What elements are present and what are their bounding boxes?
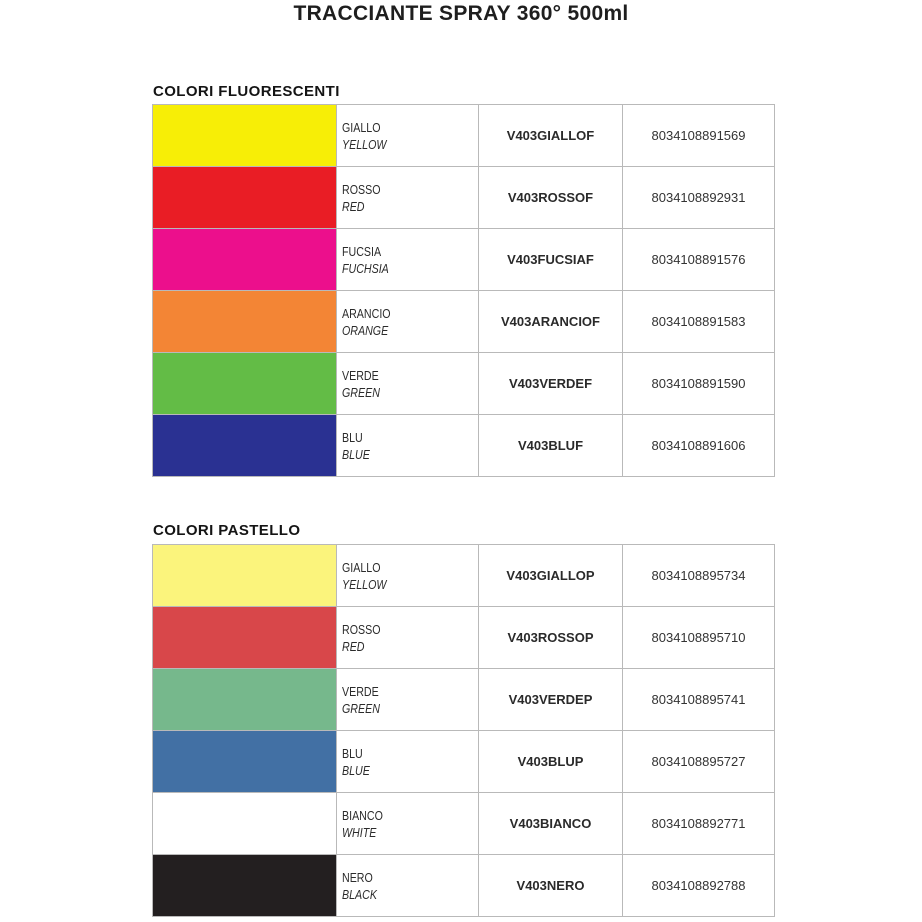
product-code: V403VERDEF — [479, 353, 623, 415]
section-title-pastel: COLORI PASTELLO — [153, 522, 301, 539]
color-name-italian: GIALLO — [342, 119, 381, 135]
color-name-english: RED — [342, 638, 365, 654]
color-name-cell — [337, 167, 479, 229]
color-swatch — [153, 855, 337, 917]
color-name-cell — [337, 353, 479, 415]
table-row — [153, 855, 775, 917]
color-swatch — [153, 545, 337, 607]
color-name-italian: VERDE — [342, 367, 379, 383]
product-code: V403BLUF — [479, 415, 623, 477]
color-name-cell — [337, 669, 479, 731]
color-name-english: GREEN — [342, 700, 380, 716]
color-name-english: BLUE — [342, 762, 370, 778]
table-row — [153, 793, 775, 855]
color-name-cell — [337, 607, 479, 669]
color-swatch — [153, 229, 337, 291]
table-row — [153, 545, 775, 607]
ean-barcode-number: 8034108892931 — [623, 167, 775, 229]
color-name-english: BLUE — [342, 446, 370, 462]
color-name-cell — [337, 731, 479, 793]
ean-barcode-number: 8034108891590 — [623, 353, 775, 415]
ean-barcode-number: 8034108891606 — [623, 415, 775, 477]
product-code: V403FUCSIAF — [479, 229, 623, 291]
color-swatch — [153, 669, 337, 731]
color-swatch — [153, 731, 337, 793]
color-name-cell — [337, 291, 479, 353]
color-name-cell — [337, 105, 479, 167]
page-title: TRACCIANTE SPRAY 360° 500ml — [293, 2, 629, 25]
product-code: V403BLUP — [479, 731, 623, 793]
color-name-italian: BLU — [342, 429, 363, 445]
color-swatch — [153, 793, 337, 855]
ean-barcode-number: 8034108892771 — [623, 793, 775, 855]
color-name-cell — [337, 793, 479, 855]
color-name-italian: ROSSO — [342, 621, 381, 637]
color-name-cell — [337, 545, 479, 607]
ean-barcode-number: 8034108895741 — [623, 669, 775, 731]
color-name-cell — [337, 229, 479, 291]
ean-barcode-number: 8034108895734 — [623, 545, 775, 607]
color-swatch — [153, 167, 337, 229]
color-name-english: FUCHSIA — [342, 260, 389, 276]
ean-barcode-number: 8034108895727 — [623, 731, 775, 793]
product-code: V403BIANCO — [479, 793, 623, 855]
color-name-italian: GIALLO — [342, 559, 381, 575]
ean-barcode-number: 8034108895710 — [623, 607, 775, 669]
table-row — [153, 415, 775, 477]
table-row — [153, 105, 775, 167]
table-row — [153, 353, 775, 415]
product-code: V403ARANCIOF — [479, 291, 623, 353]
color-name-italian: ROSSO — [342, 181, 381, 197]
color-swatch — [153, 415, 337, 477]
ean-barcode-number: 8034108891583 — [623, 291, 775, 353]
fluorescent-color-table — [152, 104, 775, 477]
table-row — [153, 669, 775, 731]
product-code: V403NERO — [479, 855, 623, 917]
color-name-english: RED — [342, 198, 365, 214]
table-row — [153, 731, 775, 793]
table-row — [153, 607, 775, 669]
color-swatch — [153, 105, 337, 167]
color-name-italian: BIANCO — [342, 807, 383, 823]
product-code: V403ROSSOF — [479, 167, 623, 229]
color-name-italian: BLU — [342, 745, 363, 761]
color-name-english: WHITE — [342, 824, 377, 840]
color-name-cell — [337, 415, 479, 477]
product-code: V403GIALLOP — [479, 545, 623, 607]
table-row — [153, 229, 775, 291]
color-name-italian: FUCSIA — [342, 243, 382, 259]
color-name-italian: NERO — [342, 869, 373, 885]
color-name-italian: ARANCIO — [342, 305, 391, 321]
color-name-cell — [337, 855, 479, 917]
color-name-english: ORANGE — [342, 322, 389, 338]
product-code: V403GIALLOF — [479, 105, 623, 167]
color-name-english: YELLOW — [342, 136, 387, 152]
color-name-english: BLACK — [342, 886, 377, 902]
color-swatch — [153, 353, 337, 415]
table-row — [153, 167, 775, 229]
ean-barcode-number: 8034108892788 — [623, 855, 775, 917]
product-code: V403ROSSOP — [479, 607, 623, 669]
ean-barcode-number: 8034108891569 — [623, 105, 775, 167]
color-swatch — [153, 291, 337, 353]
table-row — [153, 291, 775, 353]
ean-barcode-number: 8034108891576 — [623, 229, 775, 291]
section-title-fluorescent: COLORI FLUORESCENTI — [153, 83, 340, 100]
product-code: V403VERDEP — [479, 669, 623, 731]
color-name-english: YELLOW — [342, 576, 387, 592]
color-name-english: GREEN — [342, 384, 380, 400]
pastel-color-table — [152, 544, 775, 917]
color-swatch — [153, 607, 337, 669]
color-name-italian: VERDE — [342, 683, 379, 699]
